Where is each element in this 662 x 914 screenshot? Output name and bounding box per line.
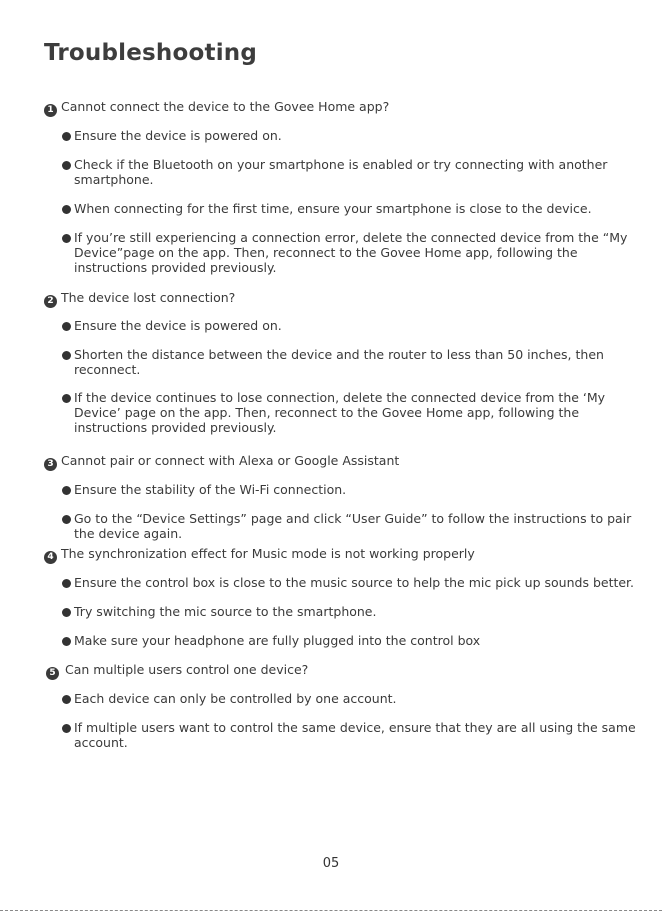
answer-text: Go to the “Device Settings” page and click “User Guide” to follow the instructions to pair the device again. xyxy=(74,511,632,541)
bullet-icon xyxy=(62,608,71,617)
bullet-icon xyxy=(62,486,71,495)
bullet-icon xyxy=(62,132,71,141)
number-badge-4: 4 xyxy=(44,551,57,564)
answer-item xyxy=(61,482,649,497)
answer-item xyxy=(61,201,649,216)
answer-text: Shorten the distance between the device and the router to less than 50 inches, then reconnect. xyxy=(74,347,604,377)
bullet-icon xyxy=(62,695,71,704)
page-edge-divider xyxy=(0,910,662,911)
question-text: Cannot connect the device to the Govee Home app? xyxy=(61,99,390,114)
bullet-icon xyxy=(62,637,71,646)
answer-item xyxy=(61,575,654,590)
bullet-icon xyxy=(62,579,71,588)
bullet-icon xyxy=(62,205,71,214)
question-text: Cannot pair or connect with Alexa or Google Assistant xyxy=(61,453,400,468)
answer-text: Ensure the control box is close to the music source to help the mic pick up sounds better. xyxy=(74,575,635,590)
answer-text: If multiple users want to control the same device, ensure that they are all using the same account. xyxy=(74,720,636,750)
question-1 xyxy=(44,99,389,117)
bullet-icon xyxy=(62,515,71,524)
answer-text: Ensure the device is powered on. xyxy=(74,318,282,333)
answer-item xyxy=(61,691,649,706)
answer-item xyxy=(61,230,649,275)
answer-text: Each device can only be controlled by one account. xyxy=(74,691,397,706)
answer-text: Try switching the mic source to the smartphone. xyxy=(74,604,377,619)
question-text: The device lost connection? xyxy=(61,290,236,305)
question-4 xyxy=(44,546,475,564)
question-2 xyxy=(44,290,235,308)
bullet-icon xyxy=(62,161,71,170)
bullet-icon xyxy=(62,322,71,331)
answer-text: Make sure your headphone are fully plugged into the control box xyxy=(74,633,481,648)
answer-item xyxy=(61,511,649,541)
question-3 xyxy=(44,453,399,471)
number-badge-1: 1 xyxy=(44,104,57,117)
answer-text: Check if the Bluetooth on your smartphone is enabled or try connecting with another smartphone. xyxy=(74,157,608,187)
number-badge-5: 5 xyxy=(46,667,59,680)
answer-item xyxy=(61,128,649,143)
answer-text: If the device continues to lose connection, delete the connected device from the ‘My Device’ page on the app. Then, reconnect to the Govee Home app, following the instructions provided previously. xyxy=(74,390,606,435)
question-text: The synchronization effect for Music mode is not working properly xyxy=(61,546,475,561)
answer-item xyxy=(61,347,649,377)
number-badge-3: 3 xyxy=(44,458,57,471)
bullet-icon xyxy=(62,724,71,733)
page-number: 05 xyxy=(322,856,340,871)
answer-item xyxy=(61,390,649,435)
answer-text: When connecting for the first time, ensure your smartphone is close to the device. xyxy=(74,201,592,216)
answer-text: If you’re still experiencing a connection error, delete the connected device from the “My Device”page on the app. Then, reconnect to the Govee Home app, following the instructions provided previously. xyxy=(74,230,628,275)
answer-item xyxy=(61,633,649,648)
answer-text: Ensure the stability of the Wi-Fi connection. xyxy=(74,482,347,497)
answer-item xyxy=(61,604,649,619)
answer-item xyxy=(61,720,649,750)
question-5 xyxy=(44,662,308,680)
page-title: Troubleshooting xyxy=(44,40,258,66)
answer-text: Ensure the device is powered on. xyxy=(74,128,282,143)
question-text: Can multiple users control one device? xyxy=(65,662,309,677)
answer-item xyxy=(61,157,649,187)
number-badge-2: 2 xyxy=(44,295,57,308)
bullet-icon xyxy=(62,351,71,360)
bullet-icon xyxy=(62,234,71,243)
bullet-icon xyxy=(62,394,71,403)
answer-item xyxy=(61,318,649,333)
